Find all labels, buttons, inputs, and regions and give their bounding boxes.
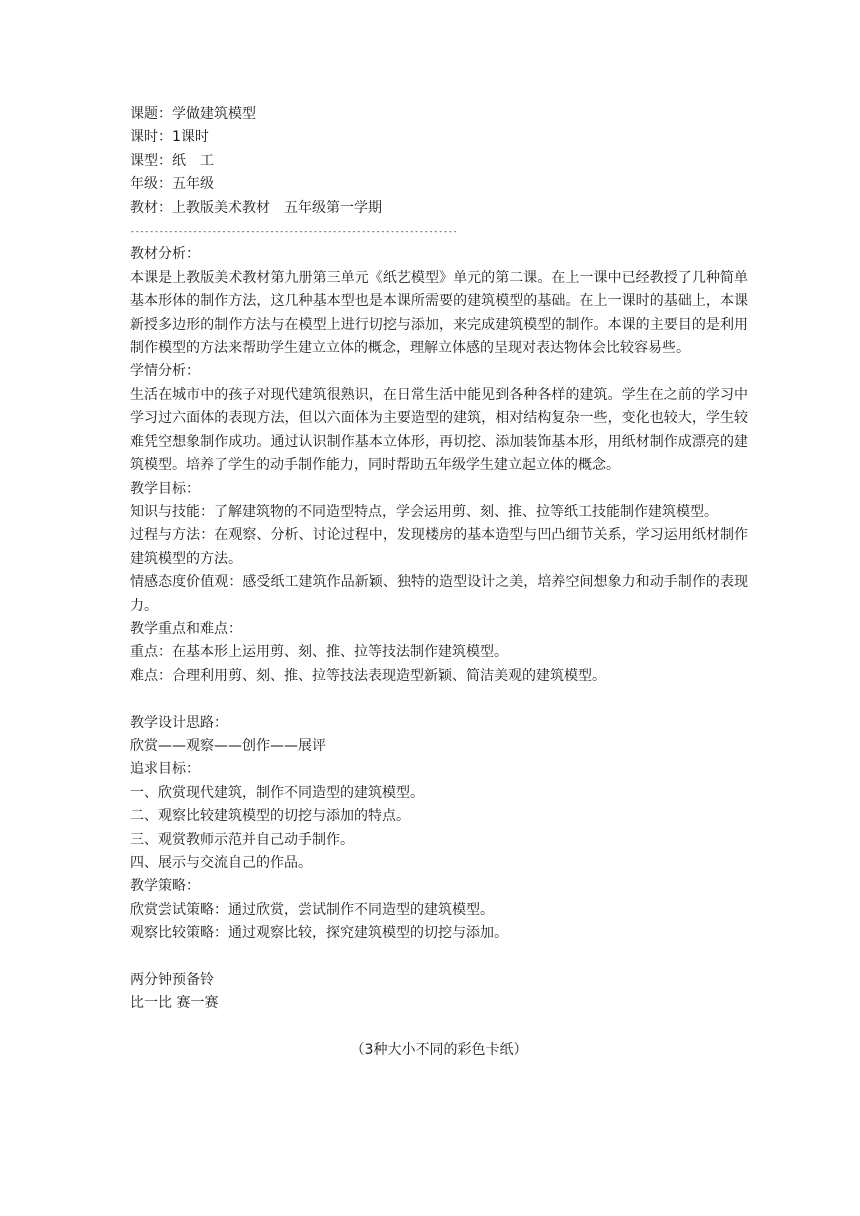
aim-item: 一、欣赏现代建筑，制作不同造型的建筑模型。 — [130, 784, 424, 801]
section-heading-design: 教学设计思路： — [130, 714, 228, 731]
aim-item: 二、观察比较建筑模型的切挖与添加的特点。 — [130, 808, 410, 825]
section-heading-goals: 教学目标： — [130, 480, 200, 497]
students-paragraph: 生活在城市中的孩子对现代建筑很熟识，在日常生活中能见到各种各样的建筑。学生在之前的学习中学习过六面体的表现方法，但以六面体为主要造型的建筑，相对结构复杂一些，变化也较大，学生较难凭空想象制作成功。通过认识制作基本立体形，再切挖、添加装饰基本形，用纸材制作成漂亮的建筑模型。培养了学生的动手制作能力，同时帮助五年级学生建立起立体的概念。 — [130, 386, 748, 474]
strategy-item: 观察比较策略：通过观察比较，探究建筑模型的切挖与添加。 — [130, 925, 508, 942]
difficult-point: 难点：合理利用剪、刻、推、拉等技法表现造型新颖、简洁美观的建筑模型。 — [130, 667, 606, 684]
lesson-topic: 课题：学做建筑模型 — [130, 106, 256, 122]
section-heading-keypoints: 教学重点和难点： — [130, 620, 242, 637]
key-point: 重点：在基本形上运用剪、刻、推、拉等技法制作建筑模型。 — [130, 644, 508, 661]
blank-line — [130, 946, 748, 969]
blank-line — [130, 1016, 748, 1039]
aim-item: 四、展示与交流自己的作品。 — [130, 854, 312, 871]
blank-line — [130, 688, 748, 711]
lesson-hours: 课时：1课时 — [130, 129, 209, 146]
bell-note: 两分钟预备铃 — [130, 972, 214, 988]
section-heading-students: 学情分析： — [130, 363, 200, 380]
divider-line: -------------------------------------------------------------------- — [130, 227, 458, 237]
goal-emotion: 情感态度价值观：感受纸工建筑作品新颖、独特的造型设计之美，培养空间想象力和动手制作的表现力。 — [130, 574, 748, 614]
game-note: 比一比 赛一赛 — [130, 995, 219, 1012]
goal-knowledge: 知识与技能：了解建筑物的不同造型特点，学会运用剪、刻、推、拉等纸工技能制作建筑模型。 — [130, 503, 718, 520]
materials-note: （3种大小不同的彩色卡纸） — [350, 1042, 528, 1059]
strategy-item: 欣赏尝试策略：通过欣赏，尝试制作不同造型的建筑模型。 — [130, 901, 494, 918]
strategy-heading: 教学策略： — [130, 878, 200, 895]
design-flow: 欣赏——观察——创作——展评 — [130, 737, 326, 754]
aim-item: 三、观赏教师示范并自己动手制作。 — [130, 831, 354, 848]
section-heading-analysis: 教材分析： — [130, 246, 200, 263]
lesson-textbook: 教材：上教版美术教材 五年级第一学期 — [130, 199, 382, 216]
lesson-grade: 年级：五年级 — [130, 176, 214, 193]
analysis-paragraph: 本课是上教版美术教材第九册第三单元《纸艺模型》单元的第二课。在上一课中已经教授了几种简单基本形体的制作方法，这几种基本型也是本课所需要的建筑模型的基础。在上一课时的基础上，本课新授多边形的制作方法与在模型上进行切挖与添加，来完成建筑模型的制作。本课的主要目的是利用制作模型的方法来帮助学生建立立体的概念，理解立体感的呈现对表达物体会比较容易些。 — [130, 269, 748, 357]
goal-process: 过程与方法：在观察、分析、讨论过程中，发现楼房的基本造型与凹凸细节关系，学习运用纸材制作建筑模型的方法。 — [130, 527, 748, 567]
lesson-type: 课型：纸 工 — [130, 152, 214, 169]
aims-heading: 追求目标： — [130, 761, 200, 778]
